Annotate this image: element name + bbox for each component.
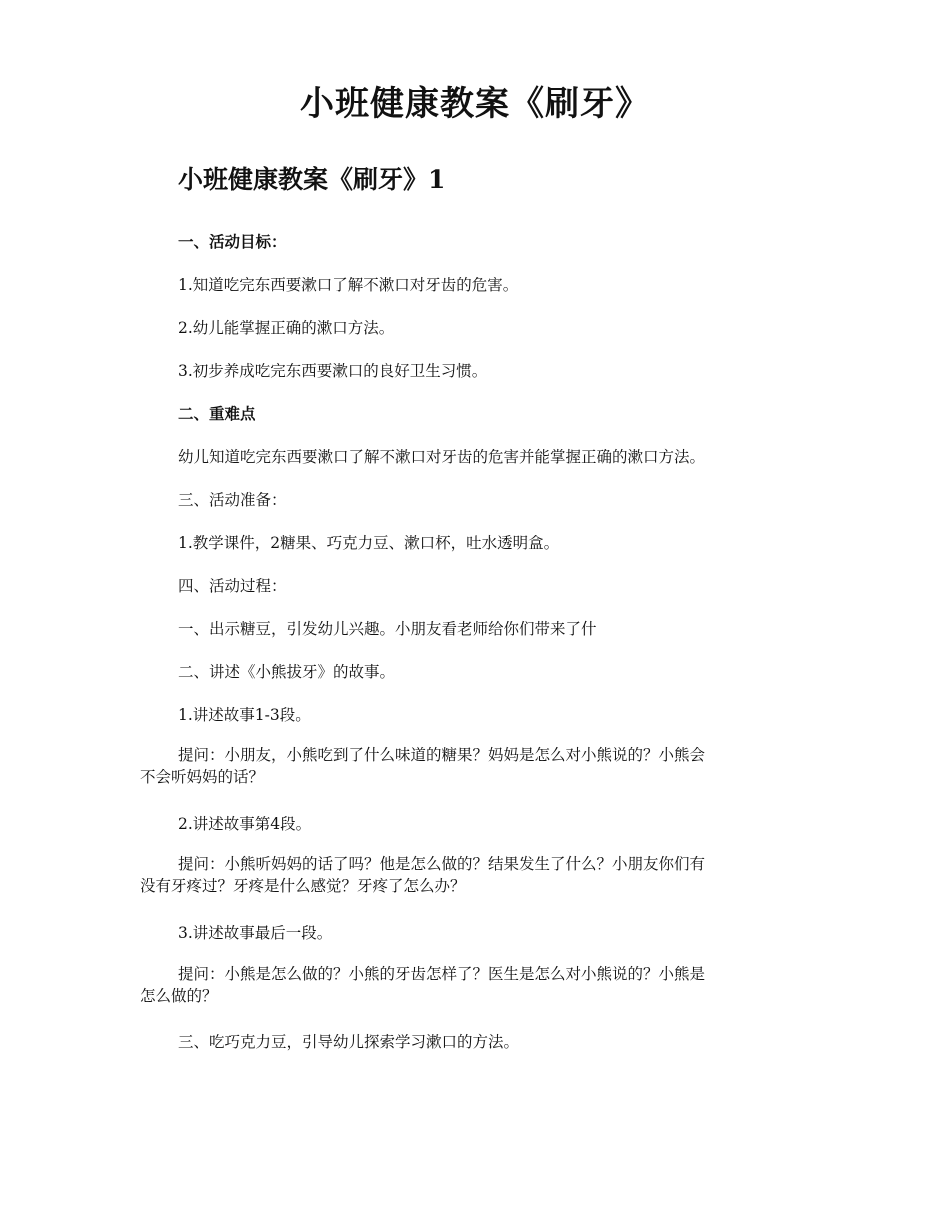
heading-goals: 一、活动目标： [178, 232, 287, 251]
question-3-line-1: 提问：小熊是怎么做的？小熊的牙齿怎样了？医生是怎么对小熊说的？小熊是 [178, 965, 706, 983]
section-title: 小班健康教案《刷牙》1 [178, 165, 446, 194]
story-part-2: 2.讲述故事第4段。 [178, 815, 312, 833]
question-1-line-2: 不会听妈妈的话？ [140, 768, 265, 786]
goal-item-2: 2.幼儿能掌握正确的漱口方法。 [178, 319, 395, 337]
process-step-2: 二、讲述《小熊拔牙》的故事。 [178, 663, 396, 681]
story-part-1: 1.讲述故事1-3段。 [178, 706, 311, 724]
question-2-line-1: 提问：小熊听妈妈的话了吗？他是怎么做的？结果发生了什么？小朋友你们有 [178, 855, 706, 873]
goal-item-1: 1.知道吃完东西要漱口了解不漱口对牙齿的危害。 [178, 276, 519, 294]
heading-preparation: 三、活动准备： [178, 491, 287, 509]
question-1-line-1: 提问：小朋友，小熊吃到了什么味道的糖果？妈妈是怎么对小熊说的？小熊会 [178, 746, 706, 764]
process-step-3: 三、吃巧克力豆，引导幼儿探索学习漱口的方法。 [178, 1033, 520, 1051]
goal-item-3: 3.初步养成吃完东西要漱口的良好卫生习惯。 [178, 362, 488, 380]
process-step-1: 一、出示糖豆，引发幼儿兴趣。小朋友看老师给你们带来了什 [178, 620, 597, 638]
key-points-text: 幼儿知道吃完东西要漱口了解不漱口对牙齿的危害并能掌握正确的漱口方法。 [178, 448, 706, 466]
question-paragraph-2 [140, 853, 820, 897]
question-paragraph-3 [140, 963, 820, 1007]
heading-process: 四、活动过程： [178, 577, 287, 595]
preparation-text: 1.教学课件，2糖果、巧克力豆、漱口杯，吐水透明盒。 [178, 534, 560, 552]
question-2-line-2: 没有牙疼过？牙疼是什么感觉？牙疼了怎么办？ [140, 877, 466, 895]
question-paragraph-1 [140, 744, 820, 788]
document-title: 小班健康教案《刷牙》 [300, 84, 650, 124]
question-3-line-2: 怎么做的？ [140, 987, 218, 1005]
heading-key-points: 二、重难点 [178, 404, 256, 423]
story-part-3: 3.讲述故事最后一段。 [178, 924, 333, 942]
